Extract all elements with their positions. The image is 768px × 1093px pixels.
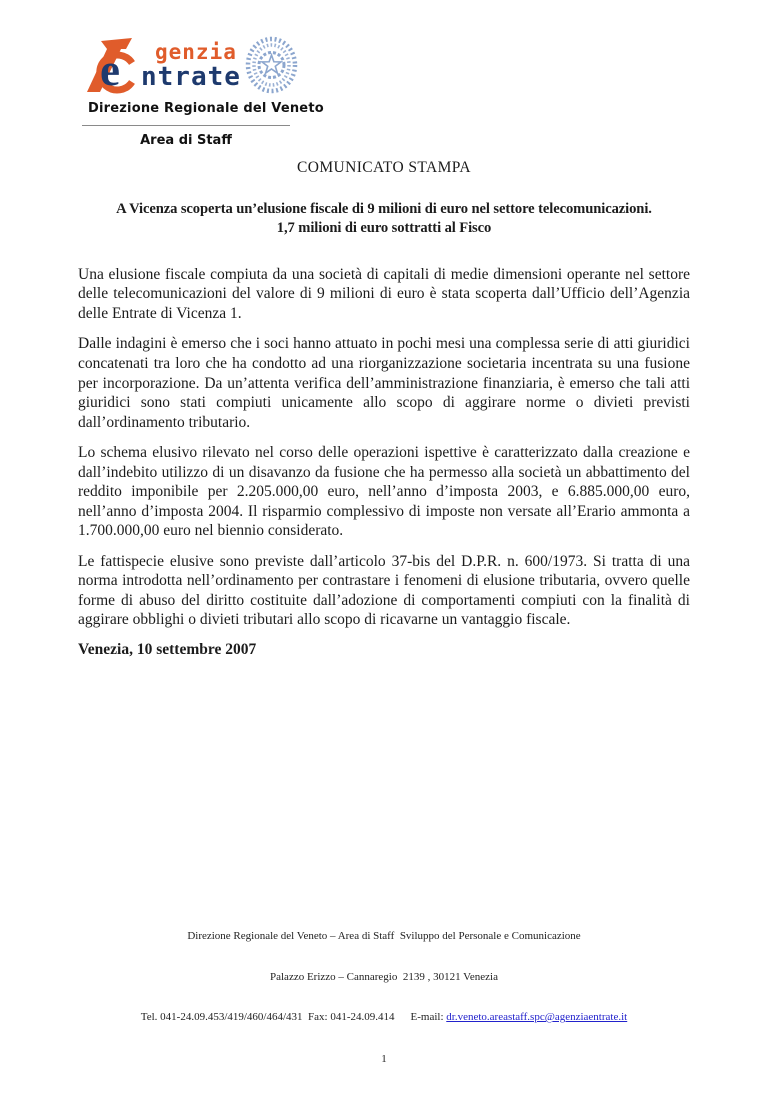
direzione-regionale-label: Direzione Regionale del Veneto xyxy=(88,101,324,116)
footer-line-2: Palazzo Erizzo – Cannaregio 2139 , 30121 Venezia xyxy=(270,970,498,983)
document-body xyxy=(78,159,690,659)
footer-line-3 xyxy=(0,1011,768,1025)
header-divider xyxy=(82,125,290,126)
footer-email-label: E-mail: xyxy=(410,1011,447,1024)
footer-tel-fax: Tel. 041-24.09.453/419/460/464/431 Fax: 041-24.09.414 xyxy=(140,1011,395,1024)
agenzia-entrate-mark-icon xyxy=(85,36,147,94)
agenzia-entrate-logo xyxy=(85,36,385,94)
body-paragraph: Dalle indagini è emerso che i soci hanno attuato in pochi mesi una complessa serie di atti giuridici concatenati tra loro che ha condotto ad una riorganizzazione societaria incentrata su una fusione per incorporazione. Da un’attenta verifica dell’amministrazione finanziaria, è emerso che tali atti giuridici sono stati compiuti unicamente allo scopo di aggirare norme o divieti previsti dall’ordinamento tributario. xyxy=(78,335,690,431)
body-paragraph: Una elusione fiscale compiuta da una società di capitali di medie dimensioni operante nel settore delle telecomunicazioni del valore di 9 milioni di euro è stata scoperta dall’Ufficio dell’Agenzia delle Entrate di Vicenza 1. xyxy=(78,265,690,322)
footer-line-1: Direzione Regionale del Veneto – Area di Staff Sviluppo del Personale e Comunicazione xyxy=(187,930,581,943)
page-footer xyxy=(0,903,768,1093)
body-paragraph: Lo schema elusivo rilevato nel corso delle operazioni ispettive è caratterizzato dalla creazione e dall’indebito utilizzo di un disavanzo da fusione che ha permesso alla società un abbattimento del reddito imponibile per 2.205.000,00 euro, nell’anno d’imposta 2003, e 6.885.000,00 euro, nell’anno d’imposta 2004. Il risparmio complessivo di imposte non versate all’Erario ammonta a 1.700.000,00 euro nel biennio considerato. xyxy=(78,444,690,540)
email-link[interactable]: dr.veneto.areastaff.spc@agenziaentrate.it xyxy=(446,1011,628,1024)
logo-word-genzia: genzia xyxy=(155,40,237,64)
letterhead xyxy=(85,36,385,148)
italian-republic-emblem-icon xyxy=(244,36,299,94)
document-title xyxy=(78,200,690,238)
title-line-2: 1,7 milioni di euro sottratti al Fisco xyxy=(276,219,492,236)
comunicato-stampa-heading: COMUNICATO STAMPA xyxy=(297,159,471,176)
body-paragraph: Le fattispecie elusive sono previste dall’articolo 37-bis del D.P.R. n. 600/1973. Si tratta di una norma introdotta nell’ordinamento per contrastare i fenomeni di elusione tributaria, ovvero quelle forme di abuso del diritto costituite dall’adozione di comportamenti compiuti con la finalità di aggirare obblighi o divieti tributari allo scopo di ricavarne un vantaggio fiscale. xyxy=(78,552,690,629)
dateline: Venezia, 10 settembre 2007 xyxy=(78,640,257,658)
logo-word-ntrate: ntrate xyxy=(141,62,241,92)
title-line-1: A Vicenza scoperta un’elusione fiscale di 9 milioni di euro nel settore telecomunicazioni. xyxy=(116,201,652,217)
page-number: 1 xyxy=(381,1052,387,1065)
area-di-staff-label: Area di Staff xyxy=(140,133,232,148)
logo-wordmark xyxy=(141,36,241,92)
logo-e-letter: e xyxy=(100,45,120,95)
paragraphs xyxy=(78,265,690,630)
